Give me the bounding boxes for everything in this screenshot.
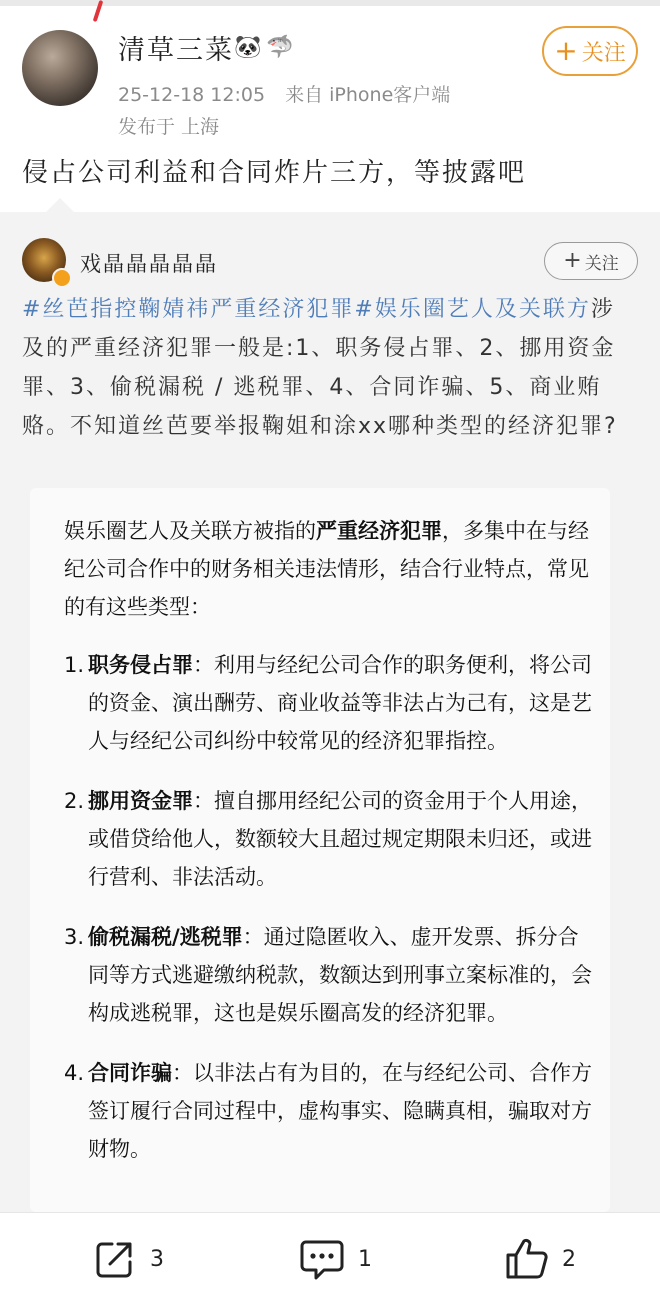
hashtag-link-2[interactable]: 娱乐圈艺人及关联方 <box>374 297 591 322</box>
hashtag-link[interactable]: #丝芭指控鞠婧祎严重经济犯罪# <box>22 297 375 322</box>
bottom-action-bar <box>0 1212 660 1306</box>
panda-badge-icon[interactable]: 🐼 <box>234 35 262 60</box>
post-time: 25-12-18 12:05 <box>118 84 266 106</box>
share-button[interactable] <box>92 1235 164 1283</box>
repost-follow-label: 关注 <box>584 253 619 274</box>
comment-button[interactable] <box>298 1235 372 1283</box>
repost-body: 涉及的严重经济犯罪一般是:1、职务侵占罪、2、挪用资金罪、3、偷税漏税 / 逃税罪、4、合同诈骗、5、商业贿赂。不知道丝芭要举报鞠姐和涂xx哪种类型的经济犯罪? <box>22 297 618 439</box>
list-item: 4. 合同诈骗：以非法占有为目的，在与经纪公司、合作方签订履行合同过程中，虚构事实、隐瞒真相，骗取对方财物。 <box>64 1061 592 1161</box>
like-button[interactable] <box>502 1235 576 1283</box>
comment-count: 1 <box>358 1246 372 1272</box>
follow-label: 关注 <box>581 40 626 66</box>
shark-badge-icon[interactable]: 🦈 <box>266 35 294 60</box>
list-item: 2. 挪用资金罪：擅自挪用经纪公司的资金用于个人用途，或借贷给他人，数额较大且超过规定期限未归还，或进行营利、非法活动。 <box>64 789 592 889</box>
comment-icon <box>298 1236 346 1282</box>
image-intro: 娱乐圈艺人及关联方被指的严重经济犯罪，多集中在与经纪公司合作中的财务相关违法情形，结合行业特点，常见的有这些类型： <box>64 519 589 619</box>
thumbs-up-icon <box>502 1235 550 1283</box>
list-item: 3. 偷税漏税/逃税罪：通过隐匿收入、虚开发票、拆分合同等方式逃避缴纳税款，数额达到刑事立案标准的，会构成逃税罪，这也是娱乐圈高发的经济犯罪。 <box>64 925 592 1025</box>
plus-icon: + <box>563 248 582 273</box>
post-location: 发布于 上海 <box>118 116 220 138</box>
repost-username[interactable]: 戏晶晶晶晶晶 <box>80 252 218 276</box>
post-meta <box>118 80 464 107</box>
post-source: 来自 iPhone客户端 <box>285 84 451 106</box>
follow-button[interactable] <box>542 26 638 76</box>
list-item: 1. 职务侵占罪：利用与经纪公司合作的职务便利，将公司的资金、演出酬劳、商业收益等非法占为己有，这是艺人与经纪公司纠纷中较常见的经济犯罪指控。 <box>64 653 592 753</box>
share-icon <box>92 1236 138 1282</box>
repost-text <box>22 290 634 446</box>
repost-follow-button[interactable] <box>544 242 638 280</box>
like-count: 2 <box>562 1246 576 1272</box>
post-text: 侵占公司利益和合同炸片三方，等披露吧 <box>22 158 527 188</box>
repost-notch <box>46 198 74 212</box>
plus-icon: + <box>554 34 578 67</box>
repost-card[interactable] <box>0 212 660 1212</box>
share-count: 3 <box>150 1246 164 1272</box>
avatar[interactable] <box>22 30 98 106</box>
embedded-image[interactable] <box>30 488 610 1212</box>
embedded-image-text <box>64 512 594 1168</box>
post-username[interactable]: 清草三菜 <box>118 35 234 66</box>
verified-badge-icon <box>52 268 72 288</box>
